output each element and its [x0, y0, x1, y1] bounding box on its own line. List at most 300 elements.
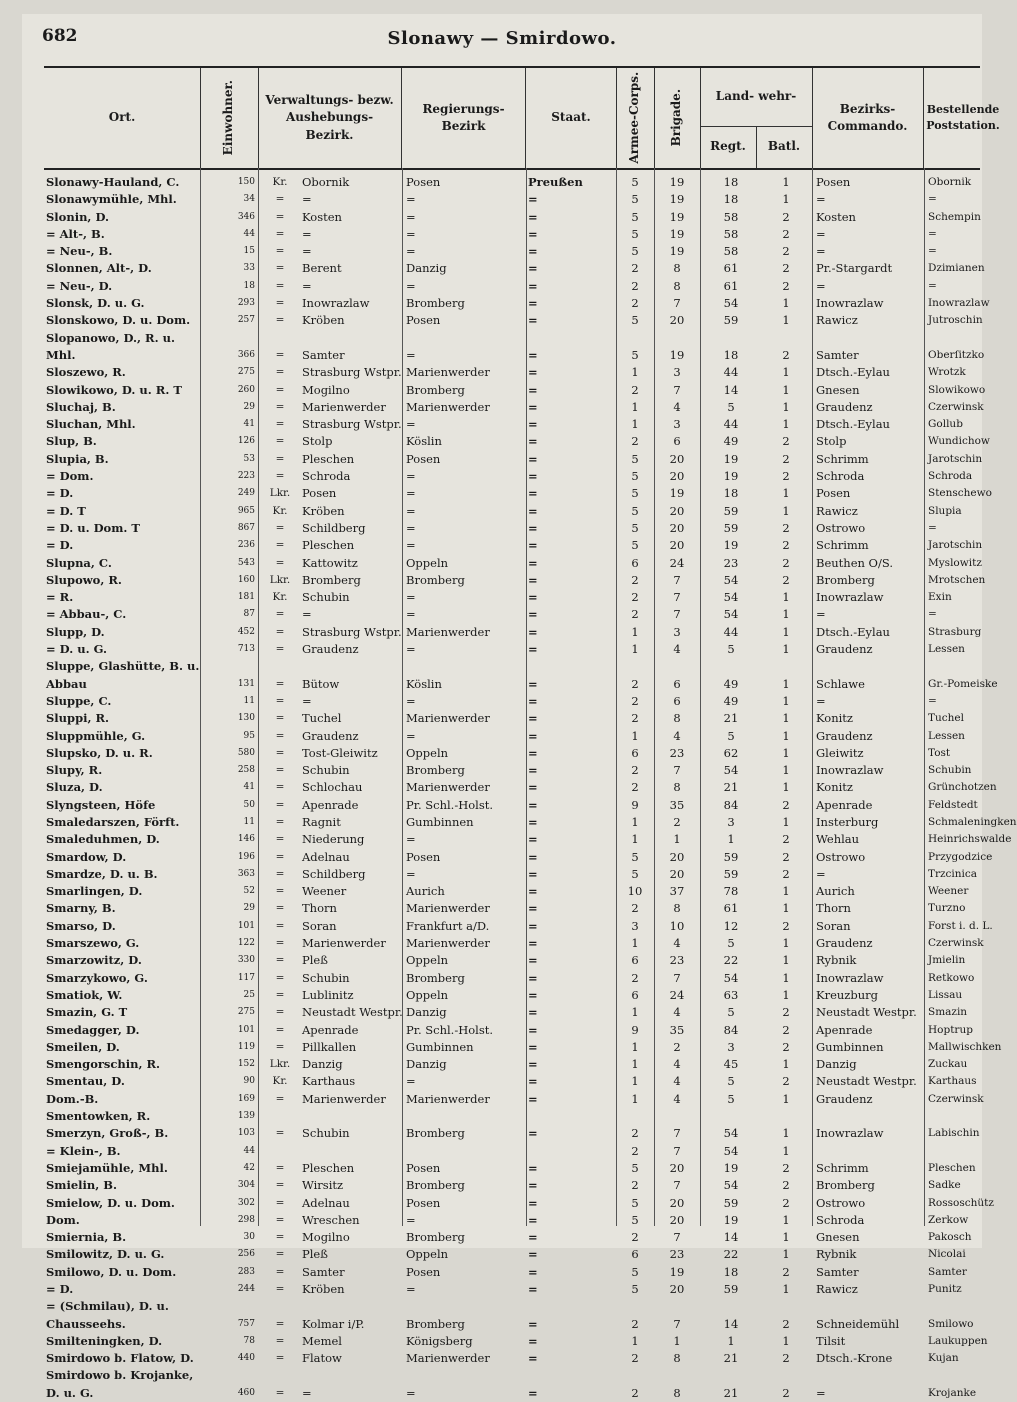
cell-landwehr-batl: 1 [782, 486, 790, 501]
cell-regierungsbezirk: Oppeln [406, 987, 449, 1002]
cell-landwehr-batl: 1 [782, 745, 790, 760]
cell-armeekorps: 5 [631, 1160, 639, 1175]
cell-bezirkskommando: Rawicz [816, 1282, 858, 1296]
cell-poststation: Lissau [928, 988, 963, 1001]
cell-staat: = [528, 1385, 538, 1400]
cell-verwaltungsbezirk: Weener [302, 884, 347, 899]
table-row [44, 1056, 980, 1073]
cell-kreis-type: = [275, 1023, 285, 1036]
cell-poststation: = [928, 694, 937, 707]
cell-brigade: 20 [669, 866, 685, 881]
cell-armeekorps: 5 [631, 520, 639, 535]
cell-kreis-type: = [275, 729, 285, 742]
cell-landwehr-regt: 21 [723, 1385, 739, 1400]
cell-armeekorps: 1 [631, 399, 639, 414]
cell-landwehr-regt: 5 [727, 642, 735, 657]
cell-staat: = [528, 451, 538, 466]
cell-einwohner: 346 [237, 211, 255, 222]
cell-landwehr-regt: 22 [723, 1247, 739, 1262]
cell-brigade: 20 [669, 1160, 685, 1175]
cell-landwehr-batl: 1 [782, 642, 790, 657]
cell-verwaltungsbezirk: Ragnit [302, 814, 341, 829]
cell-staat: = [528, 711, 538, 726]
table-row [44, 1385, 980, 1402]
cell-regierungsbezirk: Marienwerder [406, 624, 490, 639]
cell-kreis-type: = [275, 1317, 285, 1330]
cell-kreis-type: = [275, 1179, 285, 1192]
cell-poststation: = [928, 608, 937, 621]
table-row [44, 676, 998, 693]
table-row [44, 503, 980, 520]
cell-poststation: Slupia [928, 504, 962, 517]
cell-bezirkskommando: Tilsit [816, 1333, 846, 1348]
cell-ort: Slonin, D. [46, 209, 110, 224]
cell-ort: = (Schmilau), D. u. [46, 1299, 169, 1314]
cell-einwohner: 139 [237, 1111, 255, 1122]
cell-landwehr-batl: 1 [782, 728, 790, 743]
cell-armeekorps: 5 [631, 1264, 639, 1279]
cell-poststation: Tost [928, 746, 951, 759]
cell-verwaltungsbezirk: = [302, 226, 312, 241]
cell-landwehr-regt: 45 [723, 1057, 739, 1072]
cell-kreis-type: = [275, 988, 285, 1001]
cell-regierungsbezirk: Marienwerder [406, 365, 490, 380]
cell-regierungsbezirk: = [406, 417, 416, 432]
cell-armeekorps: 5 [631, 849, 639, 864]
cell-kreis-type: = [275, 1231, 285, 1244]
cell-bezirkskommando: = [816, 607, 826, 622]
cell-landwehr-regt: 19 [723, 1212, 739, 1227]
cell-staat: = [528, 693, 538, 708]
cell-einwohner: 18 [243, 280, 255, 291]
table-row [44, 295, 990, 312]
cell-armeekorps: 3 [631, 918, 639, 933]
cell-brigade: 4 [673, 728, 681, 743]
cell-bezirkskommando: Neustadt Westpr. [816, 1074, 917, 1089]
table-row [44, 831, 1012, 848]
cell-bezirkskommando: Wehlau [816, 832, 860, 847]
cell-brigade: 20 [669, 1195, 685, 1210]
cell-kreis-type: = [275, 348, 285, 361]
cell-einwohner: 256 [237, 1249, 255, 1260]
cell-kreis-type: = [275, 297, 285, 310]
cell-ort: Sluppi, R. [46, 711, 110, 726]
header-bezirkskommando: Bezirks- Commando. [812, 68, 924, 168]
cell-landwehr-batl: 2 [782, 1195, 790, 1210]
cell-kreis-type: = [275, 885, 285, 898]
cell-staat: = [528, 1091, 538, 1106]
cell-landwehr-batl: 2 [782, 451, 790, 466]
cell-poststation: = [928, 193, 937, 206]
cell-verwaltungsbezirk: Pleschen [302, 451, 355, 466]
cell-landwehr-regt: 59 [723, 503, 739, 518]
cell-ort: Slupia, B. [46, 451, 109, 466]
cell-verwaltungsbezirk: Apenrade [302, 1022, 359, 1037]
cell-landwehr-batl: 2 [782, 520, 790, 535]
cell-landwehr-batl: 2 [782, 347, 790, 362]
cell-staat: = [528, 469, 538, 484]
cell-ort: = Dom. [46, 469, 94, 484]
cell-verwaltungsbezirk: Mogilno [302, 382, 350, 397]
cell-landwehr-regt: 5 [727, 399, 735, 414]
cell-bezirkskommando: = [816, 244, 826, 259]
cell-ort: Smarszewo, G. [46, 936, 140, 951]
cell-brigade: 2 [673, 814, 681, 829]
cell-einwohner: 131 [237, 678, 255, 689]
cell-armeekorps: 2 [631, 970, 639, 985]
cell-armeekorps: 5 [631, 192, 639, 207]
cell-ort: Smentowken, R. [46, 1109, 151, 1124]
cell-brigade: 8 [673, 278, 681, 293]
table-row [44, 693, 980, 710]
cell-staat: = [528, 970, 538, 985]
cell-regierungsbezirk: = [406, 520, 416, 535]
cell-landwehr-regt: 21 [723, 1351, 739, 1366]
cell-regierungsbezirk: Bromberg [406, 970, 465, 985]
cell-staat: = [528, 918, 538, 933]
cell-bezirkskommando: = [816, 192, 826, 207]
cell-landwehr-batl: 1 [782, 1057, 790, 1072]
cell-einwohner: 293 [237, 298, 255, 309]
cell-landwehr-batl: 1 [782, 365, 790, 380]
cell-landwehr-batl: 1 [782, 296, 790, 311]
cell-ort: = Alt-, B. [46, 226, 105, 241]
cell-poststation: Gr.-Pomeiske [928, 677, 998, 690]
cell-landwehr-regt: 78 [723, 884, 739, 899]
cell-landwehr-batl: 1 [782, 763, 790, 778]
cell-armeekorps: 2 [631, 572, 639, 587]
cell-bezirkskommando: Gumbinnen [816, 1039, 884, 1054]
cell-ort: Slowikowo, D. u. R. T [46, 382, 182, 397]
cell-verwaltungsbezirk: Schubin [302, 970, 350, 985]
cell-armeekorps: 5 [631, 866, 639, 881]
cell-regierungsbezirk: Posen [406, 1160, 441, 1175]
cell-landwehr-regt: 54 [723, 1178, 739, 1193]
cell-brigade: 8 [673, 1385, 681, 1400]
cell-kreis-type: = [275, 435, 285, 448]
cell-regierungsbezirk: Marienwerder [406, 1091, 490, 1106]
cell-landwehr-batl: 2 [782, 434, 790, 449]
cell-brigade: 20 [669, 313, 685, 328]
cell-verwaltungsbezirk: Mogilno [302, 1230, 350, 1245]
cell-staat: = [528, 676, 538, 691]
header-verwaltungsbezirk: Verwaltungs- bezw. Aushebungs- Bezirk. [258, 68, 402, 168]
cell-ort: Smirdowo b. Krojanke, [46, 1368, 194, 1383]
table-row [44, 1143, 980, 1160]
cell-ort: Slupsko, D. u. R. [46, 745, 153, 760]
cell-verwaltungsbezirk: Wirsitz [302, 1178, 344, 1193]
cell-einwohner: 130 [237, 713, 255, 724]
cell-ort: Smielin, B. [46, 1178, 117, 1193]
header-einwohner: Einwohner. [200, 68, 259, 168]
cell-kreis-type: = [275, 418, 285, 431]
cell-staat: = [528, 936, 538, 951]
cell-poststation: Oberſitzko [928, 348, 985, 361]
table-row [44, 952, 980, 969]
cell-brigade: 24 [669, 555, 685, 570]
cell-verwaltungsbezirk: Kröben [302, 1282, 345, 1296]
cell-einwohner: 258 [237, 765, 255, 776]
cell-bezirkskommando: Graudenz [816, 728, 873, 743]
cell-einwohner: 101 [237, 920, 255, 931]
cell-regierungsbezirk: = [406, 728, 416, 743]
cell-kreis-type: = [275, 1127, 285, 1140]
cell-landwehr-regt: 44 [723, 417, 739, 432]
cell-einwohner: 298 [237, 1214, 255, 1225]
cell-staat: = [528, 1039, 538, 1054]
cell-brigade: 4 [673, 1005, 681, 1020]
cell-verwaltungsbezirk: Danzig [302, 1057, 343, 1072]
cell-poststation: Exin [928, 591, 952, 604]
cell-ort: Sluchan, Mhl. [46, 417, 136, 432]
table-header [44, 68, 1000, 170]
cell-bezirkskommando: Schrimm [816, 451, 869, 466]
table-row [44, 1195, 994, 1212]
cell-verwaltungsbezirk: = [302, 244, 312, 259]
cell-landwehr-batl: 1 [782, 711, 790, 726]
cell-kreis-type: Kr. [272, 176, 288, 188]
cell-poststation: Retkowo [928, 971, 975, 984]
cell-verwaltungsbezirk: Niederung [302, 832, 365, 847]
cell-regierungsbezirk: Posen [406, 1264, 441, 1279]
cell-poststation: Weener [928, 885, 969, 898]
cell-verwaltungsbezirk: Schroda [302, 469, 351, 484]
cell-landwehr-batl: 1 [782, 192, 790, 207]
table-row [44, 970, 980, 987]
cell-regierungsbezirk: Gumbinnen [406, 814, 474, 829]
cell-einwohner: 713 [237, 644, 255, 655]
cell-ort: Smazin, G. T [46, 1005, 128, 1020]
cell-kreis-type: = [275, 1248, 285, 1261]
cell-landwehr-regt: 62 [723, 745, 739, 760]
cell-landwehr-batl: 1 [782, 936, 790, 951]
cell-staat: = [528, 1195, 538, 1210]
cell-ort: = Klein-, B. [46, 1143, 121, 1158]
cell-brigade: 1 [673, 832, 681, 847]
cell-verwaltungsbezirk: = [302, 192, 312, 207]
table-row [44, 399, 984, 416]
cell-landwehr-regt: 54 [723, 1126, 739, 1141]
table-row [44, 797, 980, 814]
cell-einwohner: 543 [237, 557, 255, 568]
cell-kreis-type: Lkr. [269, 573, 291, 586]
cell-regierungsbezirk: Gumbinnen [406, 1039, 474, 1054]
cell-poststation: Schmaleningken [928, 815, 1017, 828]
cell-armeekorps: 1 [631, 1074, 639, 1089]
cell-einwohner: 52 [243, 886, 255, 897]
cell-landwehr-batl: 1 [782, 417, 790, 432]
cell-poststation: Turzno [928, 902, 966, 915]
cell-landwehr-regt: 23 [723, 555, 739, 570]
table-row [44, 935, 984, 952]
table-row [44, 918, 993, 935]
cell-staat: = [528, 296, 538, 311]
table-row [44, 485, 992, 502]
cell-einwohner: 34 [243, 194, 255, 205]
cell-armeekorps: 5 [631, 313, 639, 328]
cell-verwaltungsbezirk: Schildberg [302, 520, 366, 535]
cell-staat: = [528, 624, 538, 639]
cell-landwehr-regt: 1 [727, 1333, 735, 1348]
cell-kreis-type: Kr. [272, 1075, 288, 1088]
cell-regierungsbezirk: = [406, 1385, 416, 1400]
cell-staat: = [528, 1264, 538, 1279]
cell-staat: = [528, 313, 538, 328]
cell-regierungsbezirk: = [406, 1212, 416, 1227]
table-row [44, 624, 980, 641]
cell-landwehr-batl: 1 [782, 953, 790, 968]
cell-armeekorps: 2 [631, 901, 639, 916]
table-row [44, 451, 983, 468]
cell-bezirkskommando: Schneidemühl [816, 1316, 900, 1331]
cell-armeekorps: 2 [631, 382, 639, 397]
cell-landwehr-regt: 84 [723, 797, 739, 812]
cell-brigade: 8 [673, 711, 681, 726]
table-row [44, 606, 980, 623]
cell-landwehr-batl: 2 [782, 797, 790, 812]
cell-einwohner: 15 [243, 246, 255, 257]
cell-verwaltungsbezirk: Flatow [302, 1351, 342, 1366]
cell-landwehr-batl: 2 [782, 1074, 790, 1089]
cell-einwohner: 181 [237, 592, 255, 603]
cell-einwohner: 53 [243, 453, 255, 464]
cell-brigade: 7 [673, 1143, 681, 1158]
cell-bezirkskommando: Schrimm [816, 1160, 869, 1175]
cell-staat: = [528, 261, 538, 276]
cell-brigade: 19 [669, 244, 685, 259]
cell-kreis-type: = [275, 902, 285, 915]
cell-verwaltungsbezirk: Schubin [302, 763, 350, 778]
cell-regierungsbezirk: Posen [406, 313, 441, 328]
cell-staat: = [528, 1074, 538, 1089]
cell-poststation: Samter [928, 1265, 967, 1278]
cell-landwehr-regt: 19 [723, 469, 739, 484]
cell-einwohner: 95 [243, 730, 255, 741]
cell-staat: = [528, 1333, 538, 1348]
cell-armeekorps: 2 [631, 607, 639, 622]
cell-poststation: Czerwinsk [928, 937, 984, 950]
cell-bezirkskommando: Neustadt Westpr. [816, 1005, 917, 1020]
cell-brigade: 20 [669, 520, 685, 535]
cell-staat: Preußen [528, 175, 583, 189]
cell-landwehr-regt: 21 [723, 780, 739, 795]
cell-regierungsbezirk: Bromberg [406, 382, 465, 397]
cell-landwehr-batl: 2 [782, 538, 790, 553]
cell-poststation: Laukuppen [928, 1334, 988, 1347]
cell-landwehr-batl: 1 [782, 814, 790, 829]
cell-einwohner: 29 [243, 903, 255, 914]
cell-armeekorps: 1 [631, 365, 639, 380]
cell-ort: Smardze, D. u. B. [46, 866, 158, 881]
cell-regierungsbezirk: Posen [406, 1195, 441, 1210]
table-row [44, 537, 983, 554]
cell-bezirkskommando: Stolp [816, 434, 847, 449]
cell-poststation: Strasburg [928, 625, 982, 638]
cell-armeekorps: 2 [631, 676, 639, 691]
cell-einwohner: 29 [243, 401, 255, 412]
cell-armeekorps: 1 [631, 728, 639, 743]
cell-bezirkskommando: Apenrade [816, 1022, 873, 1037]
cell-staat: = [528, 1212, 538, 1227]
cell-landwehr-batl: 1 [782, 1282, 790, 1296]
cell-bezirkskommando: Insterburg [816, 814, 879, 829]
cell-staat: = [528, 1282, 538, 1296]
cell-verwaltungsbezirk: Lublinitz [302, 987, 354, 1002]
cell-verwaltungsbezirk: = [302, 278, 312, 293]
cell-landwehr-regt: 63 [723, 987, 739, 1002]
cell-staat: = [528, 399, 538, 414]
table-row [44, 347, 985, 364]
table-row [44, 745, 980, 762]
cell-ort: = D. [46, 486, 74, 501]
cell-verwaltungsbezirk: Marienwerder [302, 936, 386, 951]
cell-verwaltungsbezirk: Kolmar i/P. [302, 1316, 365, 1331]
cell-einwohner: 275 [237, 367, 255, 378]
cell-bezirkskommando: Posen [816, 175, 851, 189]
cell-staat: = [528, 1178, 538, 1193]
cell-bezirkskommando: Gnesen [816, 382, 860, 397]
cell-ort: Smarso, D. [46, 918, 116, 933]
cell-armeekorps: 2 [631, 1230, 639, 1245]
cell-landwehr-batl: 1 [782, 1230, 790, 1245]
cell-einwohner: 965 [237, 505, 255, 516]
cell-staat: = [528, 590, 538, 605]
cell-brigade: 6 [673, 693, 681, 708]
cell-staat: = [528, 1022, 538, 1037]
cell-brigade: 4 [673, 399, 681, 414]
header-regierungsbezirk: Regierungs- Bezirk [402, 68, 526, 168]
cell-verwaltungsbezirk: Obornik [302, 175, 350, 189]
cell-landwehr-regt: 5 [727, 728, 735, 743]
cell-armeekorps: 5 [631, 244, 639, 259]
cell-bezirkskommando: Samter [816, 347, 859, 362]
cell-poststation: Hoptrup [928, 1023, 973, 1036]
cell-einwohner: 78 [243, 1335, 255, 1346]
cell-kreis-type: = [275, 764, 285, 777]
cell-bezirkskommando: = [816, 693, 826, 708]
cell-poststation: Zuckau [928, 1058, 968, 1071]
cell-staat: = [528, 1005, 538, 1020]
cell-brigade: 7 [673, 1230, 681, 1245]
cell-poststation: Czerwinsk [928, 400, 984, 413]
cell-regierungsbezirk: = [406, 866, 416, 881]
cell-landwehr-regt: 59 [723, 1195, 739, 1210]
cell-staat: = [528, 728, 538, 743]
cell-verwaltungsbezirk: Marienwerder [302, 399, 386, 414]
cell-armeekorps: 1 [631, 832, 639, 847]
cell-poststation: Grünchotzen [928, 781, 997, 794]
cell-kreis-type: = [275, 470, 285, 483]
cell-brigade: 8 [673, 780, 681, 795]
cell-brigade: 20 [669, 1282, 685, 1296]
cell-regierungsbezirk: = [406, 1282, 416, 1296]
table-row [44, 191, 980, 208]
cell-ort: Slonskowo, D. u. Dom. [46, 313, 191, 328]
table-row [44, 1039, 1002, 1056]
table-row [44, 572, 986, 589]
cell-landwehr-regt: 58 [723, 244, 739, 259]
cell-brigade: 7 [673, 1316, 681, 1331]
cell-landwehr-regt: 21 [723, 711, 739, 726]
header-regt: Regt. [700, 126, 757, 168]
table-row [44, 814, 1017, 831]
cell-verwaltungsbezirk: Strasburg Wstpr. [302, 417, 402, 432]
cell-bezirkskommando: = [816, 226, 826, 241]
cell-bezirkskommando: Gnesen [816, 1230, 860, 1245]
cell-ort: Sluppe, Glashütte, B. u. [46, 659, 200, 674]
cell-poststation: Nicolai [928, 1248, 966, 1261]
cell-staat: = [528, 382, 538, 397]
